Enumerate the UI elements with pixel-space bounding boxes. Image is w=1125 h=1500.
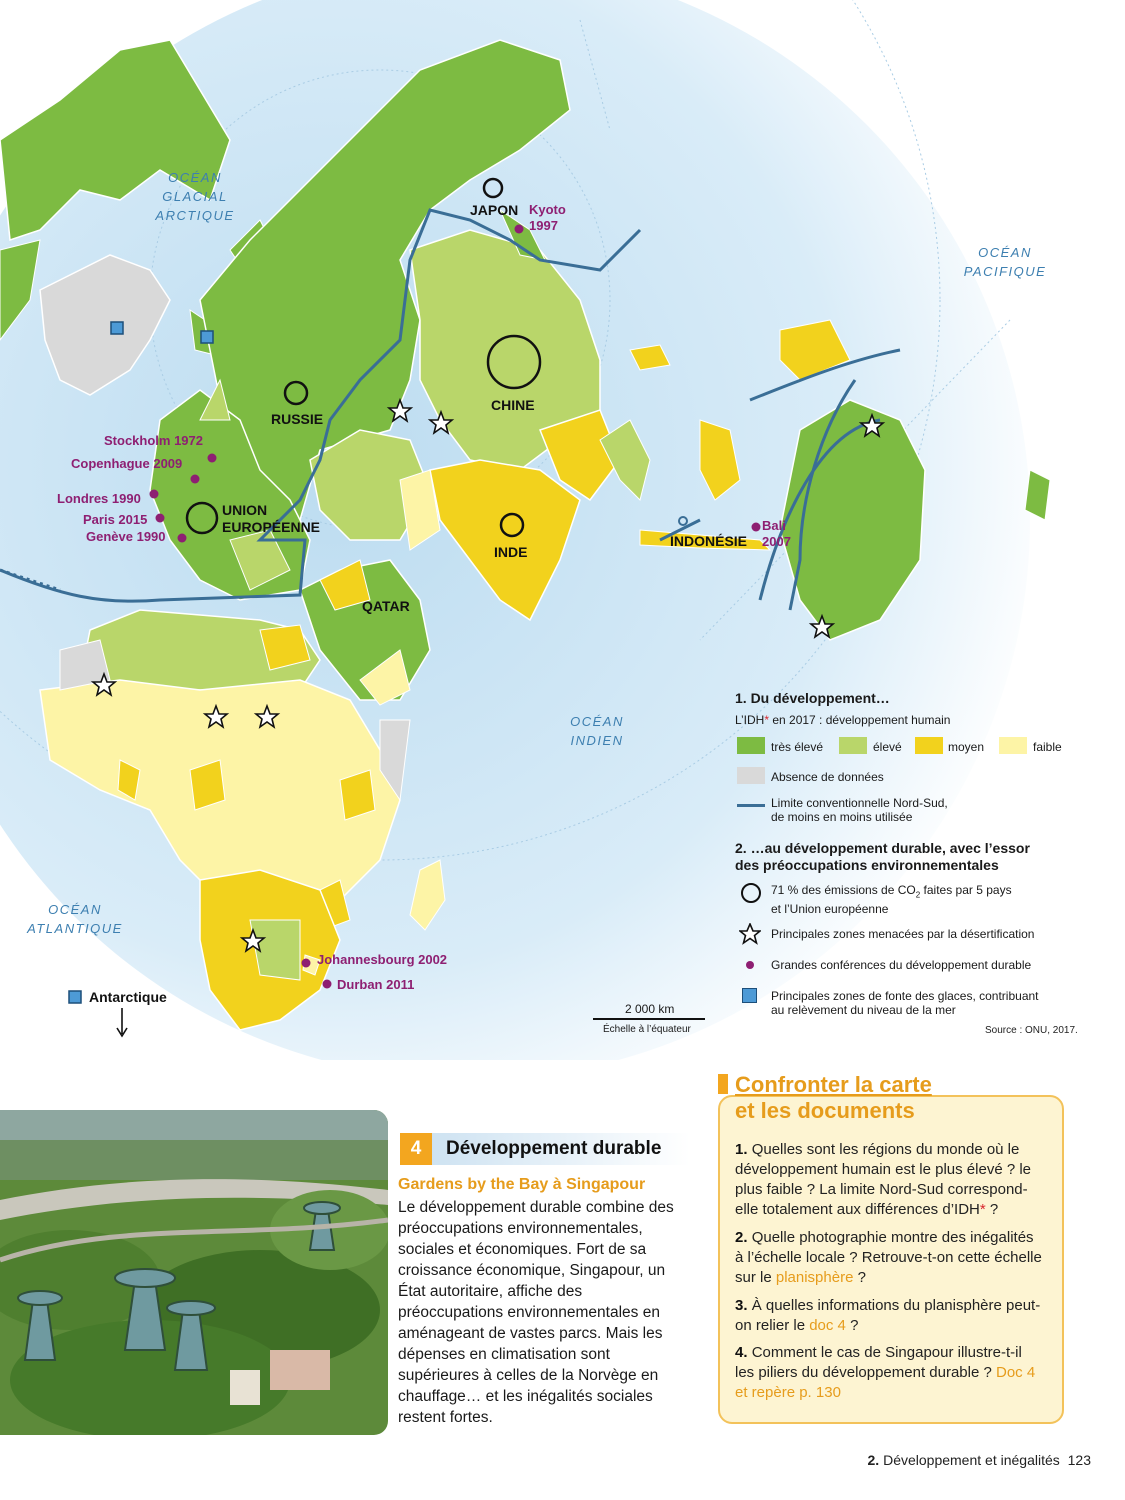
legend-limit-line: Limite conventionnelle Nord-Sud, de moins en moins utilisée	[771, 796, 948, 824]
legend-ice: Principales zones de fonte des glaces, contribuant au relèvement du niveau de la mer	[771, 989, 1039, 1017]
antarctique-arrow	[117, 1008, 127, 1036]
label-paris: Paris 2015	[83, 512, 148, 527]
ocean-arctic-label: OCÉAN GLACIAL ARCTIQUE	[155, 170, 235, 223]
conference-dot-copenhague	[191, 475, 200, 484]
swatch-moyen	[915, 737, 943, 754]
scale-bar	[593, 1018, 705, 1020]
label-ue: UNION EUROPÉENNE	[222, 502, 321, 535]
desertification-star-8	[242, 930, 264, 951]
document4-title: Développement durable	[446, 1138, 662, 1159]
label-durban: Durban 2011	[337, 977, 415, 992]
label-inde: INDE	[494, 544, 528, 560]
desertification-star-3	[861, 415, 883, 436]
legend-emissions: 71 % des émissions de $CO_2$ faites par 5 pays et l’Union européenne	[771, 883, 1012, 917]
emission-circle-chine	[488, 336, 540, 388]
questions-title: Confronter la carte et les documents	[735, 1072, 932, 1123]
conference-dot-johannesbourg	[302, 959, 311, 968]
label-kyoto: Kyoto 1997	[529, 202, 566, 233]
label-johannesbourg: Johannesbourg 2002	[317, 952, 448, 967]
label-japon: JAPON	[470, 202, 519, 218]
scale-distance: 2 000 km	[625, 1002, 675, 1016]
legend-conferences: Grandes conférences du développement durable	[771, 958, 1032, 972]
emission-circle-russie	[285, 382, 307, 404]
legend-faible: faible	[1033, 740, 1062, 754]
ocean-indian-label: OCÉAN INDIEN	[570, 714, 624, 748]
page-footer: 2. Développement et inégalités 123	[867, 1452, 1091, 1468]
label-copenhague: Copenhague 2009	[71, 456, 183, 471]
emission-circle-japon	[484, 179, 502, 197]
legend-moyen: moyen	[948, 740, 985, 754]
link-planisphere[interactable]: planisphère	[775, 1269, 854, 1286]
document4-body: Le développement durable combine des préoccupations environnementales, sociales et économiques. Fort de sa croissance économique, Singapour, un État autoritaire, affiche des préoccupations environnementales en aménageant de vastes parcs. Mais les dépenses en climatisation sont supérieures à celles de la Norvège en chauffage… et les inégalités sociales restent fortes.	[398, 1199, 674, 1426]
ocean-pacific-label: OCÉAN PACIFIQUE	[963, 245, 1047, 279]
emission-circle-inde	[501, 514, 523, 536]
legend-star-icon	[739, 923, 761, 945]
label-indonesie: INDONÉSIE	[670, 533, 748, 549]
desertification-star-2	[430, 412, 452, 433]
questions-tab-marker	[718, 1074, 728, 1094]
document4-number: 4	[400, 1133, 432, 1165]
desertification-star-4	[811, 616, 833, 637]
singapore-gardens-photo	[0, 1110, 388, 1435]
document4-subtitle: Gardens by the Bay à Singapour	[398, 1176, 646, 1193]
conference-dot-stockholm	[208, 454, 217, 463]
label-londres: Londres 1990	[57, 491, 141, 506]
swatch-absence	[737, 767, 765, 784]
label-antarctique: Antarctique	[89, 989, 167, 1005]
ocean-atlantic-label: OCÉAN ATLANTIQUE	[27, 902, 123, 936]
desertification-star-1	[389, 400, 411, 421]
emission-circle-ue	[187, 503, 217, 533]
ice-melt-square-arctic	[201, 331, 213, 343]
legend-section1-title: 1. Du développement…	[735, 690, 890, 706]
legend-eleve: élevé	[873, 740, 902, 754]
label-qatar: QATAR	[362, 598, 410, 614]
legend-absence: Absence de données	[771, 770, 884, 784]
legend-idh-label: L’IDH* en 2017 : développement humain	[735, 713, 951, 727]
singapore-marker	[679, 517, 687, 525]
link-doc4-repere[interactable]: Doc 4 et repère p. 130	[735, 1364, 1036, 1401]
question-1: 1. Quelles sont les régions du monde où le développement humain est le plus élevé ? le plus faible ? La limite Nord-Sud correspond-elle totalement aux différences d’IDH* ?	[735, 1141, 1032, 1218]
label-russie: RUSSIE	[271, 411, 324, 427]
label-geneve: Genève 1990	[86, 529, 166, 544]
scale-note: Échelle à l’équateur	[603, 1024, 691, 1035]
desertification-star-6	[205, 706, 227, 727]
conference-dot-londres	[150, 490, 159, 499]
desertification-star-5	[93, 674, 115, 695]
question-2: 2. Quelle photographie montre des inégalités à l’échelle locale ? Retrouve-t-on cette échelle sur le planisphère ?	[735, 1229, 1042, 1286]
conference-dot-kyoto	[515, 225, 524, 234]
swatch-tres-eleve	[737, 737, 765, 754]
legend-desertification: Principales zones menacées par la désertification	[771, 927, 1035, 941]
swatch-faible	[999, 737, 1027, 754]
link-doc4[interactable]: doc 4	[809, 1317, 846, 1334]
page-number: 123	[1067, 1452, 1091, 1468]
legend-limit-line-symbol	[737, 804, 765, 807]
conference-dot-bali	[752, 523, 761, 532]
ice-melt-square-greenland	[111, 322, 123, 334]
label-chine: CHINE	[491, 397, 535, 413]
legend-ice-square	[742, 988, 757, 1003]
map-source: Source : ONU, 2017.	[985, 1025, 1078, 1036]
legend-emission-circle	[741, 883, 761, 903]
conference-dot-durban	[323, 980, 332, 989]
question-3: 3. À quelles informations du planisphère peut-on relier le doc 4 ?	[735, 1297, 1041, 1334]
legend-section2-title: 2. …au développement durable, avec l’essor des préoccupations environnementales	[735, 840, 1030, 873]
legend-tres-eleve: très élevé	[771, 740, 824, 754]
legend-conference-dot	[746, 961, 754, 969]
desertification-star-7	[256, 706, 278, 727]
label-stockholm: Stockholm 1972	[104, 433, 203, 448]
conference-dot-geneve	[178, 534, 187, 543]
label-bali: Bali 2007	[762, 518, 791, 549]
conference-dot-paris	[156, 514, 165, 523]
swatch-eleve	[839, 737, 867, 754]
question-4: 4. Comment le cas de Singapour illustre-t-il les piliers du développement durable ? Doc 4 et repère p. 130	[735, 1344, 1036, 1401]
ice-melt-square-antarctique	[69, 991, 81, 1003]
